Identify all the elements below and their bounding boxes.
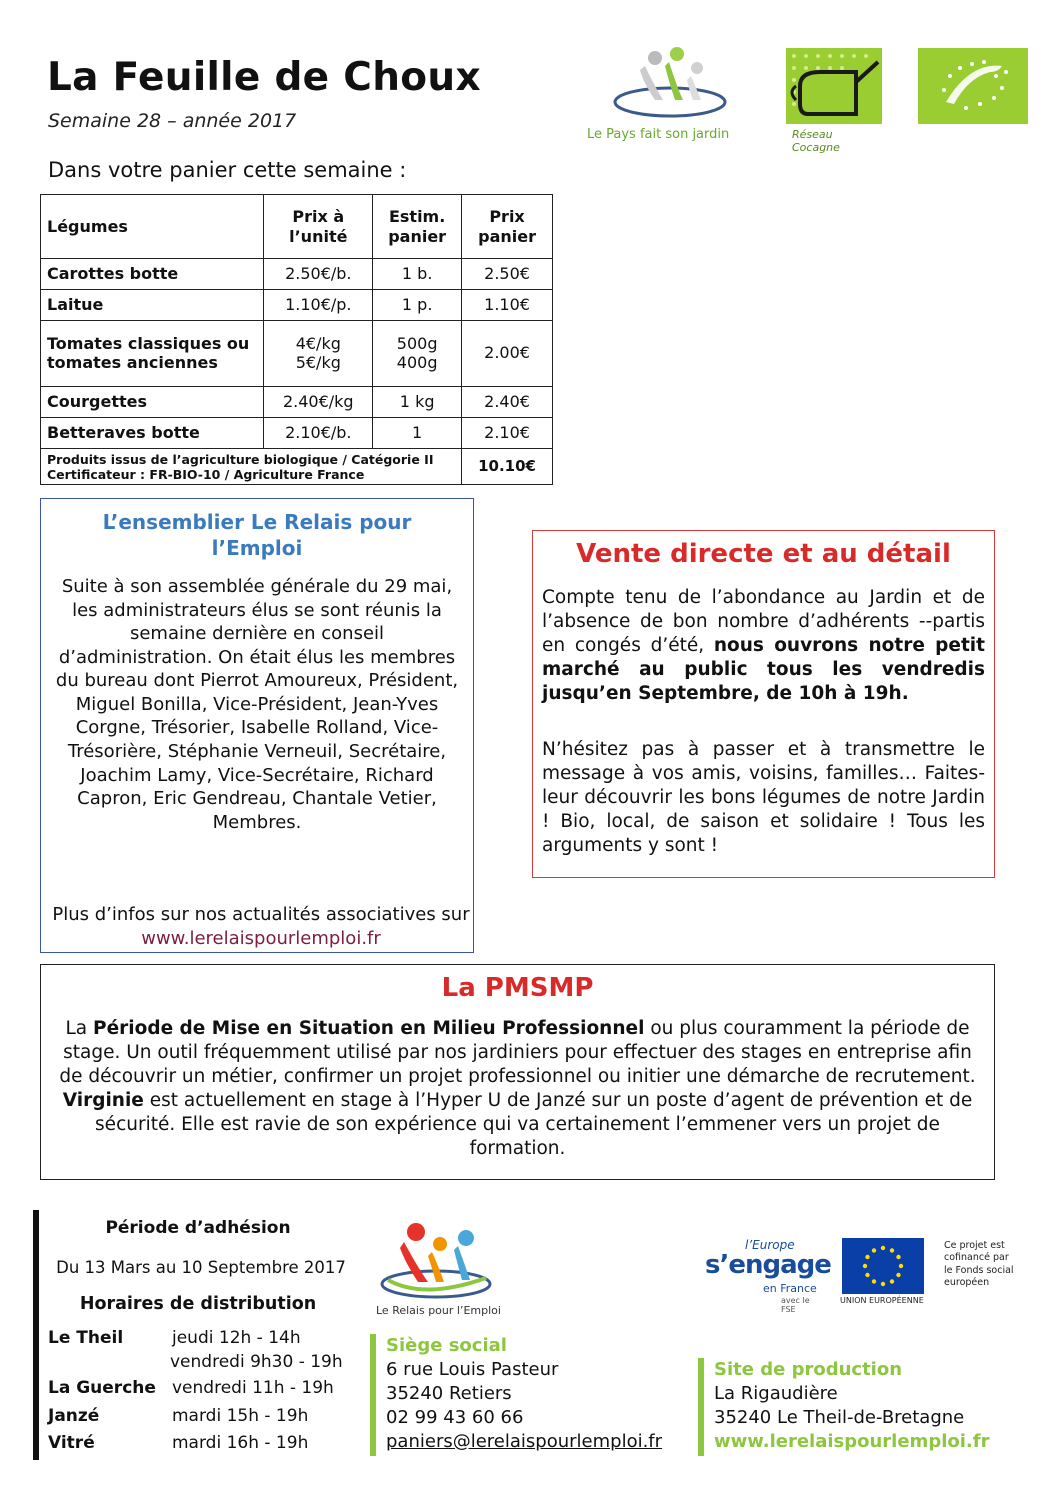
schedule-time: jeudi 12h - 14h — [172, 1328, 301, 1348]
relais-logo — [374, 1218, 504, 1328]
row-price: 2.50€ — [462, 259, 553, 290]
table-row — [41, 290, 553, 321]
pmsmp-bold-1: Période de Mise en Situation en Milieu Professionnel — [93, 1018, 645, 1039]
relais-website-link[interactable]: www.lerelaispourlemploi.fr — [141, 927, 381, 949]
relais-logo-label: Le Relais pour l’Emploi — [376, 1304, 501, 1317]
schedule-time: vendredi 9h30 - 19h — [170, 1352, 343, 1372]
eu-organic-logo — [918, 48, 1028, 124]
relais-more-text: Plus d’infos sur nos actualités associatives sur — [52, 904, 470, 925]
relais-box-title: L’ensemblier Le Relais pour l’Emploi — [102, 510, 412, 560]
footer-left-bar — [33, 1210, 39, 1460]
row-unit: 1.10€/p. — [264, 290, 373, 321]
table-header-row — [41, 195, 553, 259]
siege-address-1: 6 rue Louis Pasteur — [386, 1358, 559, 1380]
page-title: La Feuille de Choux — [47, 55, 481, 100]
row-unit: 2.40€/kg — [264, 387, 373, 418]
pmsmp-bold-2: Virginie — [62, 1090, 144, 1112]
basket-total: 10.10€ — [462, 449, 553, 485]
schedule-item — [48, 1406, 368, 1433]
schedule-list — [48, 1328, 368, 1457]
row-unit: 4€/kg 5€/kg — [264, 321, 373, 387]
row-estim: 1 kg — [373, 387, 462, 418]
row-unit: 2.50€/b. — [264, 259, 373, 290]
table-row — [41, 321, 553, 387]
row-estim: 1 — [373, 418, 462, 449]
europe-engage-logo — [705, 1238, 831, 1314]
production-bar — [698, 1358, 704, 1456]
schedule-place: Janzé — [48, 1406, 100, 1426]
relais-box-body: Suite à son assemblée générale du 29 mai, les administrateurs élus se sont réunis la semaine dernière en conseil d’administration. On était élus les membres du bureau dont Pierrot Amoureux, Président, Miguel Bonilla, Vice-Président, Jean-Yves Corgne, Trésorier, Isabelle Rolland, Vice-Trésorière, Stéphanie Verneuil, Secrétaire, Joachim Lamy, Vice-Secrétaire, Richard Capron, Eric Gendreau, Chantale Vetier, Membres. — [55, 576, 459, 833]
pmsmp-box — [40, 964, 995, 1180]
watering-can-icon — [786, 48, 882, 124]
row-price: 2.40€ — [462, 387, 553, 418]
table-row — [41, 418, 553, 449]
row-name: Laitue — [41, 290, 264, 321]
table-row — [41, 387, 553, 418]
row-estim: 500g 400g — [373, 321, 462, 387]
schedule-item — [48, 1433, 368, 1457]
pays-jardin-label: Le Pays fait son jardin — [587, 127, 730, 142]
people-icon — [585, 42, 755, 122]
adhesion-dates: Du 13 Mars au 10 Septembre 2017 — [56, 1258, 346, 1277]
schedule-time: mardi 16h - 19h — [172, 1433, 309, 1453]
row-name: Betteraves botte — [41, 418, 264, 449]
certification-line-1: Produits issus de l’agriculture biologique / Catégorie II — [47, 451, 434, 467]
col-header-veg: Légumes — [41, 195, 264, 259]
schedule-item — [48, 1378, 368, 1406]
siege-title: Siège social — [386, 1335, 507, 1356]
schedule-place: Le Theil — [48, 1328, 124, 1348]
col-header-estim: Estim. panier — [373, 195, 462, 259]
siege-bar — [370, 1334, 376, 1456]
table-footer-row — [41, 449, 553, 485]
fse-label: avec le FSE — [781, 1296, 810, 1314]
schedule-time: vendredi 11h - 19h — [172, 1378, 334, 1398]
row-price: 2.00€ — [462, 321, 553, 387]
row-name: Tomates classiques ou tomates anciennes — [41, 321, 264, 387]
vente-paragraph-1 — [542, 586, 985, 706]
siege-address-2: 35240 Retiers — [386, 1382, 512, 1404]
pmsmp-body — [55, 1017, 980, 1161]
schedule-place: Vitré — [48, 1433, 95, 1453]
bio-certification — [41, 449, 462, 485]
production-address-2: 35240 Le Theil-de-Bretagne — [714, 1406, 965, 1428]
col-header-unit: Prix à l’unité — [264, 195, 373, 259]
adhesion-title: Période d’adhésion — [105, 1218, 291, 1238]
pmsmp-text-1: La — [65, 1018, 88, 1039]
relais-box — [40, 498, 474, 953]
en-france-label: en France — [763, 1282, 817, 1295]
schedule-place: La Guerche — [48, 1378, 156, 1398]
schedule-time: mardi 15h - 19h — [172, 1406, 309, 1426]
engage-label: s’engage — [705, 1250, 831, 1280]
europe-label: l’Europe — [745, 1238, 795, 1252]
siege-email-link[interactable]: paniers@lerelaispourlemploi.fr — [386, 1430, 663, 1452]
vente-p1-bold: nous ouvrons notre petit marché au public tous les vendredis jusqu’en Septembre, de 10h à 19h. — [542, 635, 985, 705]
vente-paragraph-2: N’hésitez pas à passer et à transmettre le message à vos amis, voisins, familles… Faites-leur découvrir les bons légumes de notre Jardin ! Bio, local, de saison et solidaire ! Tous les arguments y sont ! — [542, 739, 985, 857]
eu-stars-icon — [842, 1238, 924, 1294]
cocagne-logo — [786, 48, 882, 154]
row-name: Carottes botte — [41, 259, 264, 290]
cocagne-label: Réseau Cocagne — [792, 128, 840, 154]
fse-cofinance-text: Ce projet est cofinancé par le Fonds social européen — [944, 1240, 1014, 1289]
production-address-1: La Rigaudière — [714, 1382, 838, 1404]
eu-organic-leaf-icon — [918, 48, 1028, 124]
table-row — [41, 259, 553, 290]
eu-flag — [842, 1238, 924, 1294]
production-website-link[interactable]: www.lerelaispourlemploi.fr — [714, 1430, 990, 1452]
col-header-price: Prix panier — [462, 195, 553, 259]
relais-more-info — [49, 903, 473, 950]
page-subtitle: Semaine 28 – année 2017 — [48, 110, 297, 132]
production-block — [714, 1358, 989, 1454]
row-name: Courgettes — [41, 387, 264, 418]
row-estim: 1 b. — [373, 259, 462, 290]
pmsmp-text-3: est actuellement en stage à l’Hyper U de Janzé sur un poste d’agent de prévention et de sécurité. Elle est ravie de son expérience qui va certainement l’emmener vers un projet de formation. — [95, 1090, 973, 1160]
schedule-item — [48, 1352, 368, 1378]
certification-line-2: Certificateur : FR-BIO-10 / Agriculture France — [47, 466, 365, 482]
schedule-item — [48, 1328, 368, 1352]
row-unit: 2.10€/b. — [264, 418, 373, 449]
row-price: 2.10€ — [462, 418, 553, 449]
row-price: 1.10€ — [462, 290, 553, 321]
relais-people-icon — [374, 1218, 504, 1302]
vente-box — [532, 530, 995, 878]
siege-phone: 02 99 43 60 66 — [386, 1406, 524, 1428]
production-title: Site de production — [714, 1359, 903, 1380]
row-estim: 1 p. — [373, 290, 462, 321]
vente-p1-text: Compte tenu de l’abondance au Jardin et de l’absence de bon nombre d’adhérents --partis en congés d’été, — [542, 587, 985, 657]
vente-box-title: Vente directe et au détail — [576, 539, 951, 569]
horaires-title: Horaires de distribution — [79, 1294, 317, 1314]
pmsmp-text-2: ou plus couramment la période de stage. Un outil fréquemment utilisé par nos jardiniers pour effectuer des stages en entreprise afin de découvrir un métier, confirmer un projet professionnel ou initier une démarche de recrutement. — [59, 1018, 976, 1088]
basket-table — [40, 194, 553, 485]
pays-jardin-logo — [585, 42, 755, 147]
eu-label: UNION EUROPÉENNE — [840, 1296, 924, 1305]
siege-block — [386, 1334, 662, 1454]
pmsmp-box-title: La PMSMP — [441, 973, 594, 1003]
basket-intro: Dans votre panier cette semaine : — [48, 158, 407, 182]
